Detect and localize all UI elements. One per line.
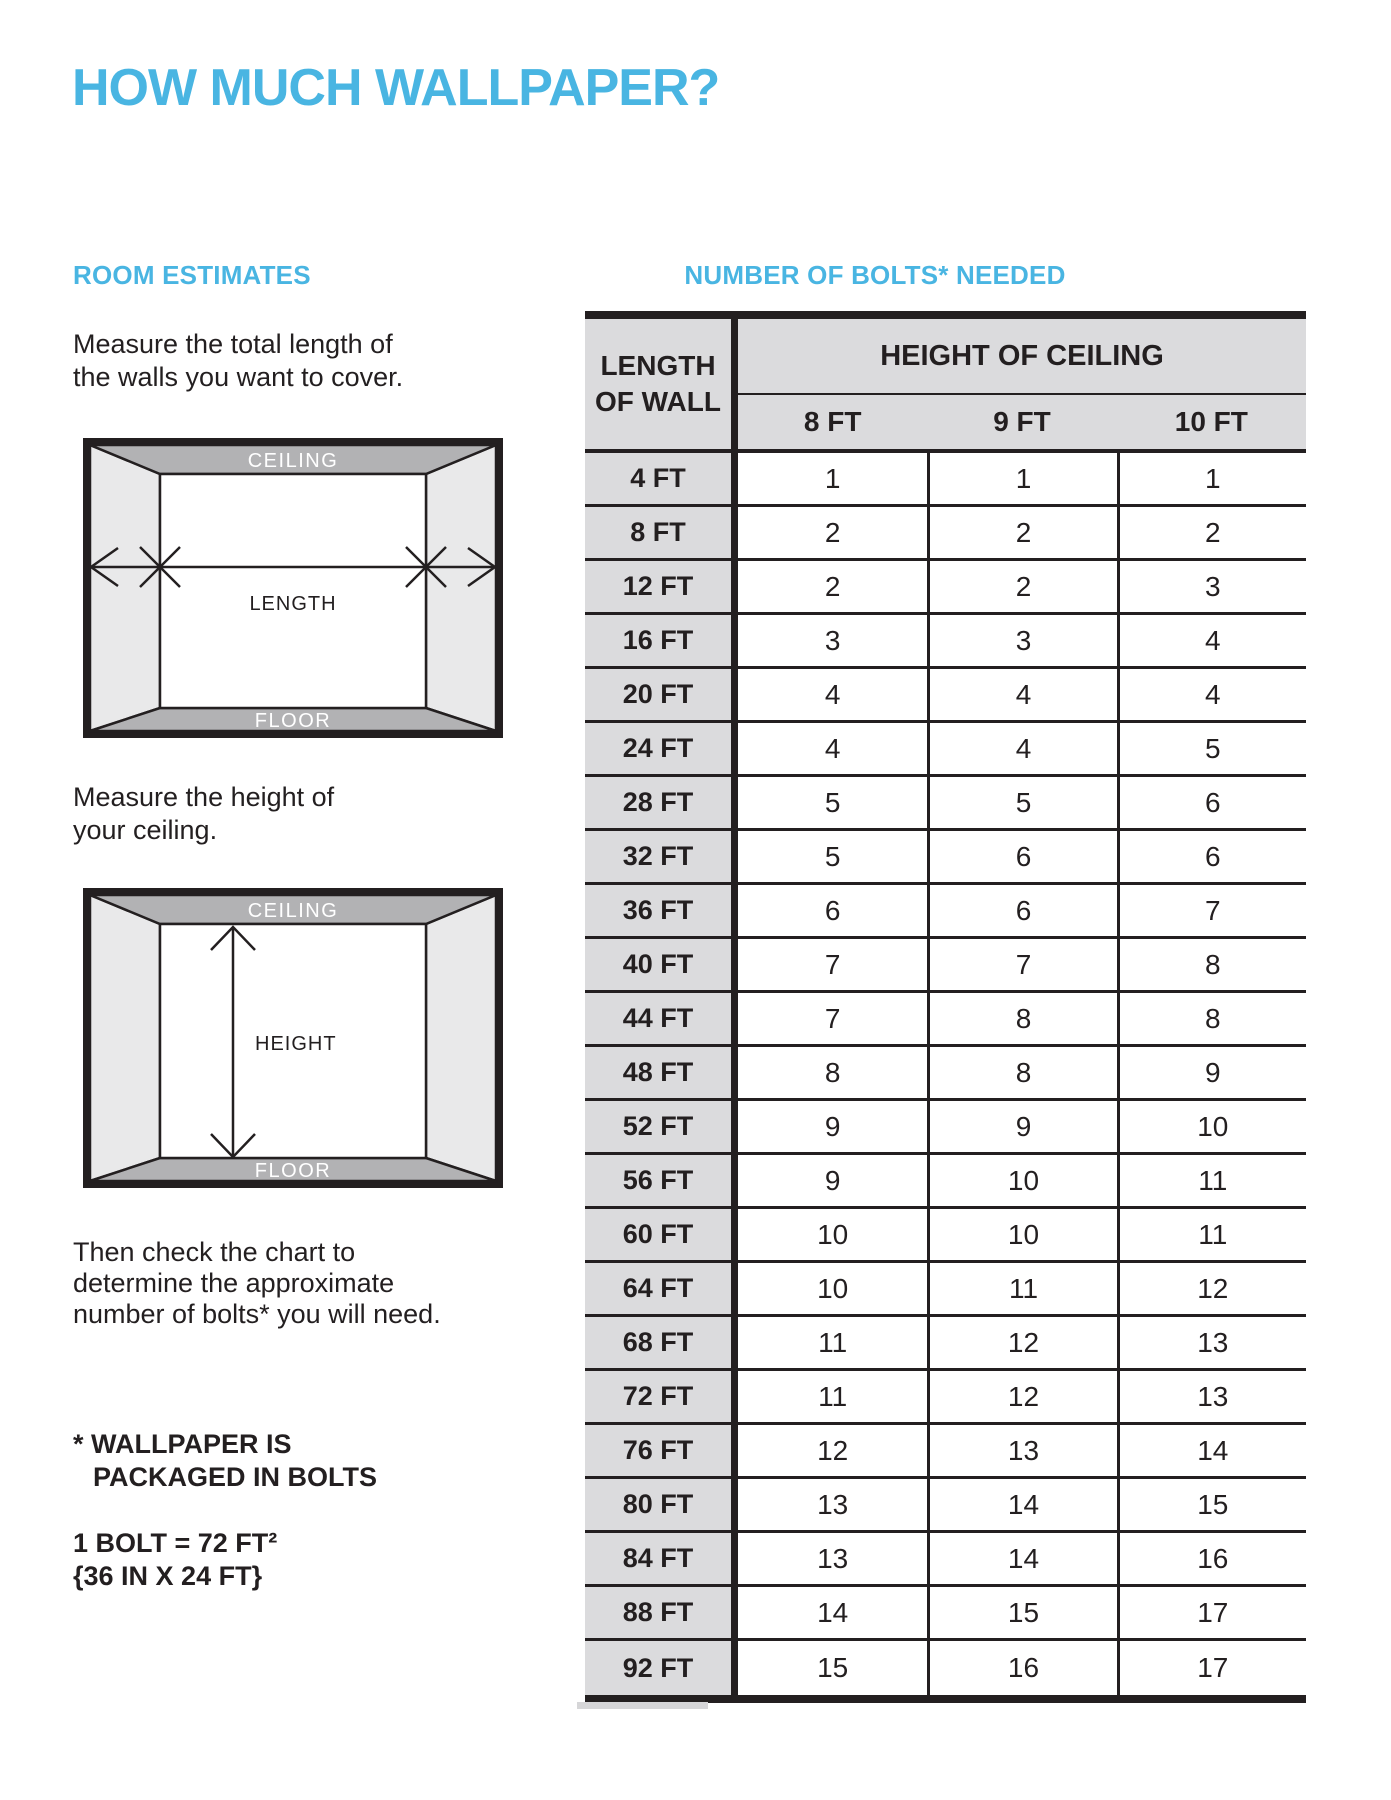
row-axis-header bbox=[585, 319, 731, 449]
bolt-count-cell: 16 bbox=[927, 1641, 1116, 1695]
length-label: LENGTH bbox=[249, 593, 337, 615]
bolt-count-cell: 9 bbox=[738, 1101, 927, 1152]
bolts-table bbox=[585, 311, 1306, 1703]
bolt-count-cell: 5 bbox=[738, 777, 927, 828]
bolt-count-cell: 14 bbox=[738, 1587, 927, 1638]
bolt-count-cell: 2 bbox=[738, 507, 927, 558]
ceiling-label: CEILING bbox=[247, 900, 339, 922]
row-vertical-separator bbox=[731, 885, 738, 936]
bolt-count-cell: 6 bbox=[1117, 831, 1306, 882]
table-row bbox=[585, 1317, 1306, 1371]
bolts-needed-heading: NUMBER OF BOLTS* NEEDED bbox=[684, 260, 1066, 290]
bolt-count-cell: 14 bbox=[1117, 1425, 1306, 1476]
bolt-count-cell: 1 bbox=[738, 453, 927, 504]
table-row bbox=[585, 1479, 1306, 1533]
right-wall-shape bbox=[426, 445, 496, 731]
bolt-count-cell: 10 bbox=[927, 1155, 1116, 1206]
left-wall-shape bbox=[90, 895, 160, 1181]
row-vertical-separator bbox=[731, 993, 738, 1044]
row-vertical-separator bbox=[731, 1209, 738, 1260]
table-header bbox=[585, 319, 1306, 449]
wall-length-label: 92 FT bbox=[585, 1641, 731, 1695]
bolt-count-cell: 9 bbox=[738, 1155, 927, 1206]
bolt-count-cell: 5 bbox=[738, 831, 927, 882]
table-row bbox=[585, 993, 1306, 1047]
bolt-count-cell: 7 bbox=[1117, 885, 1306, 936]
bolt-count-cell: 2 bbox=[927, 561, 1116, 612]
bolt-count-cell: 9 bbox=[1117, 1047, 1306, 1098]
row-axis-line1: LENGTH bbox=[600, 350, 716, 381]
table-row bbox=[585, 1101, 1306, 1155]
ceiling-label: CEILING bbox=[247, 450, 339, 472]
bolt-count-cell: 3 bbox=[1117, 561, 1306, 612]
column-header-10ft: 10 FT bbox=[1174, 406, 1248, 437]
bolt-count-cell: 10 bbox=[927, 1209, 1116, 1260]
bolt-count-cell: 15 bbox=[738, 1641, 927, 1695]
table-row bbox=[585, 777, 1306, 831]
bolt-count-cell: 12 bbox=[927, 1371, 1116, 1422]
instruction-chart-line2: determine the approximate bbox=[73, 1268, 395, 1298]
row-vertical-separator bbox=[731, 615, 738, 666]
bolt-count-cell: 13 bbox=[1117, 1371, 1306, 1422]
row-vertical-separator bbox=[731, 453, 738, 504]
table-row bbox=[585, 669, 1306, 723]
instruction-chart-line1: Then check the chart to bbox=[73, 1237, 356, 1267]
bolt-count-cell: 4 bbox=[738, 669, 927, 720]
bolt-count-cell: 3 bbox=[927, 615, 1116, 666]
room-estimates-heading: ROOM ESTIMATES bbox=[73, 260, 311, 290]
instruction-height-line2: your ceiling. bbox=[73, 815, 218, 845]
table-row bbox=[585, 453, 1306, 507]
table-row bbox=[585, 561, 1306, 615]
table-row bbox=[585, 1047, 1306, 1101]
wall-length-label: 44 FT bbox=[585, 993, 731, 1044]
bolt-count-cell: 4 bbox=[1117, 615, 1306, 666]
wall-length-label: 68 FT bbox=[585, 1317, 731, 1368]
bolt-count-cell: 11 bbox=[738, 1371, 927, 1422]
bolt-count-cell: 12 bbox=[1117, 1263, 1306, 1314]
bolt-count-cell: 8 bbox=[927, 993, 1116, 1044]
bolt-count-cell: 10 bbox=[1117, 1101, 1306, 1152]
wall-length-label: 76 FT bbox=[585, 1425, 731, 1476]
bolt-count-cell: 11 bbox=[1117, 1209, 1306, 1260]
row-vertical-separator bbox=[731, 939, 738, 990]
table-row bbox=[585, 1209, 1306, 1263]
bolt-count-cell: 10 bbox=[738, 1209, 927, 1260]
row-vertical-separator bbox=[731, 561, 738, 612]
row-vertical-separator bbox=[731, 669, 738, 720]
bolt-count-cell: 17 bbox=[1117, 1641, 1306, 1695]
row-vertical-separator bbox=[731, 1101, 738, 1152]
instruction-length bbox=[73, 328, 403, 394]
bolt-count-cell: 14 bbox=[927, 1533, 1116, 1584]
table-left-column-shadow bbox=[577, 1702, 708, 1709]
bolt-count-cell: 11 bbox=[927, 1263, 1116, 1314]
wall-length-label: 12 FT bbox=[585, 561, 731, 612]
bolt-size-line2: {36 IN X 24 FT} bbox=[73, 1561, 263, 1591]
instruction-height-line1: Measure the height of bbox=[73, 782, 335, 812]
bolt-size-info bbox=[73, 1527, 277, 1593]
wall-length-label: 40 FT bbox=[585, 939, 731, 990]
floor-label: FLOOR bbox=[254, 1160, 332, 1182]
wall-length-label: 72 FT bbox=[585, 1371, 731, 1422]
bolt-count-cell: 8 bbox=[1117, 993, 1306, 1044]
wall-length-label: 16 FT bbox=[585, 615, 731, 666]
bolt-count-cell: 5 bbox=[1117, 723, 1306, 774]
height-label: HEIGHT bbox=[255, 1033, 337, 1055]
wall-length-label: 24 FT bbox=[585, 723, 731, 774]
bolt-count-cell: 4 bbox=[738, 723, 927, 774]
bolt-count-cell: 5 bbox=[927, 777, 1116, 828]
table-row bbox=[585, 1533, 1306, 1587]
row-vertical-separator bbox=[731, 1425, 738, 1476]
bolt-count-cell: 1 bbox=[1117, 453, 1306, 504]
room-height-diagram bbox=[83, 888, 503, 1188]
bolt-footnote-line1: * WALLPAPER IS bbox=[73, 1429, 292, 1459]
table-row bbox=[585, 615, 1306, 669]
wall-length-label: 84 FT bbox=[585, 1533, 731, 1584]
bolt-footnote-line2: PACKAGED IN BOLTS bbox=[93, 1462, 378, 1492]
bolt-table-rows bbox=[585, 453, 1306, 1695]
bolt-count-cell: 15 bbox=[1117, 1479, 1306, 1530]
bolt-footnote bbox=[73, 1428, 377, 1494]
table-row bbox=[585, 1587, 1306, 1641]
left-wall-shape bbox=[90, 445, 160, 731]
table-row bbox=[585, 507, 1306, 561]
wall-length-label: 4 FT bbox=[585, 453, 731, 504]
row-vertical-separator bbox=[731, 507, 738, 558]
bolt-count-cell: 3 bbox=[738, 615, 927, 666]
bolt-count-cell: 7 bbox=[738, 993, 927, 1044]
header-vertical-separator bbox=[731, 319, 738, 449]
column-header-9ft: 9 FT bbox=[993, 406, 1051, 437]
row-vertical-separator bbox=[731, 723, 738, 774]
wall-length-label: 52 FT bbox=[585, 1101, 731, 1152]
row-vertical-separator bbox=[731, 1479, 738, 1530]
instruction-length-line1: Measure the total length of bbox=[73, 329, 393, 359]
floor-label: FLOOR bbox=[254, 710, 332, 732]
table-row bbox=[585, 723, 1306, 777]
wall-length-label: 80 FT bbox=[585, 1479, 731, 1530]
wall-length-label: 60 FT bbox=[585, 1209, 731, 1260]
wall-length-label: 8 FT bbox=[585, 507, 731, 558]
instruction-chart-line3: number of bolts* you will need. bbox=[73, 1299, 441, 1329]
bolt-count-cell: 2 bbox=[927, 507, 1116, 558]
page-title: HOW MUCH WALLPAPER? bbox=[72, 59, 720, 117]
bolt-count-cell: 14 bbox=[927, 1479, 1116, 1530]
table-row bbox=[585, 1371, 1306, 1425]
bolt-count-cell: 6 bbox=[1117, 777, 1306, 828]
bolt-count-cell: 7 bbox=[738, 939, 927, 990]
wall-length-label: 20 FT bbox=[585, 669, 731, 720]
row-vertical-separator bbox=[731, 1641, 738, 1695]
bolt-count-cell: 4 bbox=[927, 669, 1116, 720]
row-vertical-separator bbox=[731, 1047, 738, 1098]
row-vertical-separator bbox=[731, 1587, 738, 1638]
bolt-count-cell: 6 bbox=[927, 831, 1116, 882]
table-row bbox=[585, 939, 1306, 993]
wall-length-label: 32 FT bbox=[585, 831, 731, 882]
instruction-chart bbox=[73, 1237, 441, 1330]
bolt-count-cell: 4 bbox=[927, 723, 1116, 774]
table-row bbox=[585, 831, 1306, 885]
column-header-8ft: 8 FT bbox=[803, 406, 862, 437]
bolt-count-cell: 11 bbox=[1117, 1155, 1306, 1206]
table-row bbox=[585, 1263, 1306, 1317]
wall-length-label: 64 FT bbox=[585, 1263, 731, 1314]
right-wall-shape bbox=[426, 895, 496, 1181]
bolt-count-cell: 7 bbox=[927, 939, 1116, 990]
bolt-count-cell: 8 bbox=[738, 1047, 927, 1098]
bolt-count-cell: 13 bbox=[738, 1533, 927, 1584]
bolt-count-cell: 11 bbox=[738, 1317, 927, 1368]
bolt-count-cell: 6 bbox=[738, 885, 927, 936]
table-row bbox=[585, 1425, 1306, 1479]
wall-length-label: 48 FT bbox=[585, 1047, 731, 1098]
bolt-count-cell: 9 bbox=[927, 1101, 1116, 1152]
column-headers bbox=[738, 319, 1306, 449]
bolt-count-cell: 1 bbox=[927, 453, 1116, 504]
bolt-size-line1: 1 BOLT = 72 FT² bbox=[73, 1528, 278, 1558]
bolt-count-cell: 4 bbox=[1117, 669, 1306, 720]
bolt-count-cell: 15 bbox=[927, 1587, 1116, 1638]
table-row bbox=[585, 1641, 1306, 1695]
bolt-count-cell: 16 bbox=[1117, 1533, 1306, 1584]
bolt-count-cell: 13 bbox=[927, 1425, 1116, 1476]
bolt-count-cell: 12 bbox=[927, 1317, 1116, 1368]
row-axis-line2: OF WALL bbox=[595, 386, 721, 417]
bolt-count-cell: 2 bbox=[738, 561, 927, 612]
row-vertical-separator bbox=[731, 1317, 738, 1368]
instruction-height bbox=[73, 781, 334, 847]
column-group-header: HEIGHT OF CEILING bbox=[738, 319, 1306, 395]
bolt-count-cell: 2 bbox=[1117, 507, 1306, 558]
row-vertical-separator bbox=[731, 831, 738, 882]
bolt-count-cell: 13 bbox=[1117, 1317, 1306, 1368]
row-vertical-separator bbox=[731, 1263, 738, 1314]
wall-length-label: 56 FT bbox=[585, 1155, 731, 1206]
bolt-count-cell: 17 bbox=[1117, 1587, 1306, 1638]
row-vertical-separator bbox=[731, 1155, 738, 1206]
table-top-border bbox=[585, 311, 1306, 319]
bolt-count-cell: 6 bbox=[927, 885, 1116, 936]
bolt-count-cell: 8 bbox=[1117, 939, 1306, 990]
row-vertical-separator bbox=[731, 1533, 738, 1584]
row-vertical-separator bbox=[731, 777, 738, 828]
bolt-count-cell: 8 bbox=[927, 1047, 1116, 1098]
instruction-length-line2: the walls you want to cover. bbox=[73, 362, 404, 392]
row-vertical-separator bbox=[731, 1371, 738, 1422]
ceiling-height-headers bbox=[738, 395, 1306, 449]
table-row bbox=[585, 885, 1306, 939]
bolt-count-cell: 10 bbox=[738, 1263, 927, 1314]
room-length-diagram bbox=[83, 438, 503, 738]
wall-length-label: 88 FT bbox=[585, 1587, 731, 1638]
table-row bbox=[585, 1155, 1306, 1209]
wall-length-label: 36 FT bbox=[585, 885, 731, 936]
wall-length-label: 28 FT bbox=[585, 777, 731, 828]
bolt-count-cell: 12 bbox=[738, 1425, 927, 1476]
bolt-count-cell: 13 bbox=[738, 1479, 927, 1530]
back-wall-shape bbox=[160, 474, 426, 708]
